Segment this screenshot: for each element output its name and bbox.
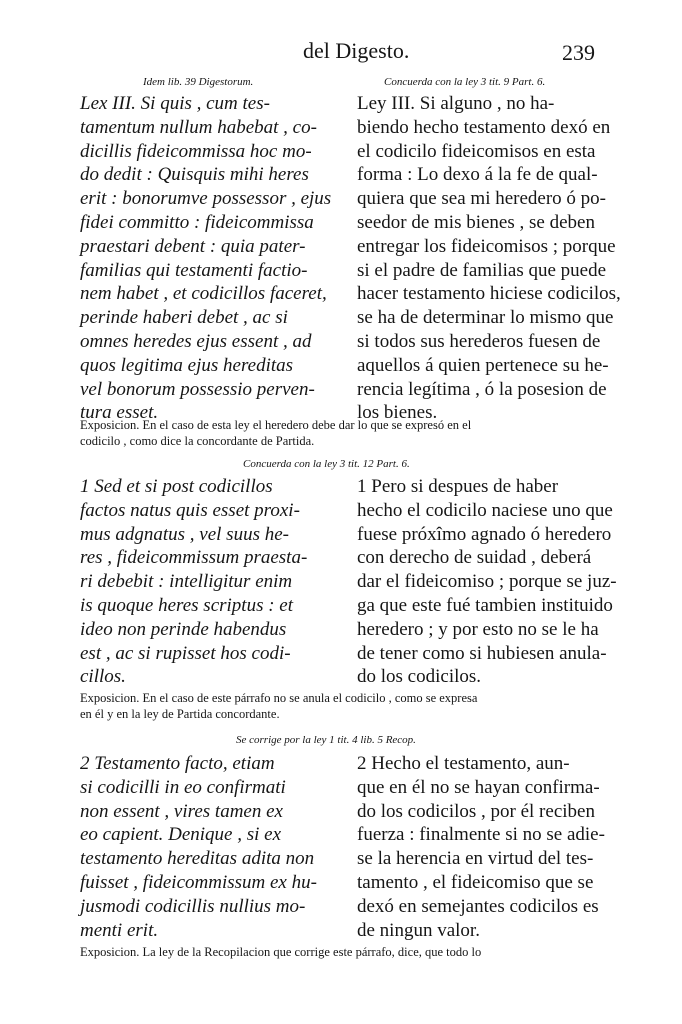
spanish-line: aquellos á quien pertenece su he- [357,354,609,376]
spanish-line: los bienes. [357,402,438,424]
spanish-column-paragraph-1 [357,475,617,689]
spanish-line: biendo hecho testamento dexó en [357,116,611,138]
spanish-line: seedor de mis bienes , se deben [357,211,595,233]
latin-line: mus adgnatus , vel suus he- [80,523,289,545]
latin-line: testamento hereditas adita non [80,848,315,870]
latin-line: ri debebit : intelligitur enim [80,571,293,593]
spanish-line: do los codicilos , por él reciben [357,800,595,822]
spanish-line: dexó en semejantes codicilos es [357,895,599,917]
latin-line: cillos. [80,666,126,688]
latin-column-paragraph-2 [80,752,317,942]
latin-line: ideo non perinde habendus [80,618,287,640]
exposicion-line: Exposicion. En el caso de esta ley el heredero debe dar lo que se expresó en el [80,418,472,432]
exposicion-line: codicilo , como dice la concordante de Partida. [80,434,315,448]
spanish-line: hecho el codicilo naciese uno que [357,499,613,521]
spanish-line: quiera que sea mi heredero ó po- [357,188,607,210]
spanish-line: 2 Hecho el testamento, aun- [357,753,570,774]
latin-line: factos natus quis esset proxi- [80,499,300,521]
spanish-line: hacer testamento hiciese codicilos, [357,283,621,305]
exposicion-law-3 [80,417,471,449]
latin-line: non essent , vires tamen ex [80,800,283,822]
spanish-line: entregar los fideicomisos ; porque [357,235,616,257]
spanish-column-paragraph-2 [357,752,605,942]
concordance-reference: Concuerda con la ley 3 tit. 9 Part. 6. [384,76,546,88]
latin-column-law-3 [80,92,331,425]
exposicion-paragraph-2 [80,944,481,960]
latin-line: erit : bonorumve possessor , ejus [80,188,332,210]
spanish-line: forma : Lo dexo á la fe de qual- [357,164,598,186]
spanish-line: 1 Pero si despues de haber [357,476,559,497]
page-number: 239 [562,40,595,65]
latin-line: 1 Sed et si post codicillos [80,476,273,497]
latin-line: praestari debent : quia pater- [80,235,306,257]
spanish-line: con derecho de suidad , deberá [357,547,592,569]
exposicion-line: en él y en la ley de Partida concordante. [80,707,280,721]
spanish-line: dar el fideicomiso ; porque se juz- [357,571,617,593]
spanish-line: heredero ; y por esto no se le ha [357,618,599,640]
spanish-line: rencia legítima , ó la posesion de [357,378,607,400]
latin-line: perinde haberi debet , ac si [80,307,288,329]
latin-line: tura esset. [80,402,159,424]
latin-line: 2 Testamento facto, etiam [80,753,275,774]
spanish-line: si el padre de familias que puede [357,259,607,281]
correction-reference: Se corrige por la ley 1 tit. 4 lib. 5 Recop. [236,734,416,746]
latin-column-paragraph-1 [80,475,307,689]
spanish-line: fuerza : finalmente si no se adie- [357,824,605,846]
spanish-line: si todos sus herederos fuesen de [357,330,601,352]
latin-line: nem habet , et codicillos faceret, [80,283,327,305]
latin-line: eo capient. Denique , si ex [80,824,282,846]
latin-line: fidei committo : fideicommissa [80,211,314,233]
spanish-line: se la herencia en virtud del tes- [357,848,594,870]
spanish-line: do los codicilos. [357,666,482,688]
page-header-title: del Digesto. [303,38,410,63]
latin-line: omnes heredes ejus essent , ad [80,330,312,352]
spanish-line: tamento , el fideicomiso que se [357,871,594,893]
spanish-line: de ningun valor. [357,919,480,941]
latin-line: si codicilli in eo confirmati [80,776,286,798]
spanish-line: que en él no se hayan confirma- [357,776,600,798]
exposicion-paragraph-1 [80,690,477,722]
spanish-line: se ha de determinar lo mismo que [357,307,614,329]
latin-line: is quoque heres scriptus : et [80,594,294,616]
latin-line: fuisset , fideicommissum ex hu- [80,871,317,893]
latin-line: est , ac si rupisset hos codi- [80,642,291,664]
latin-line: menti erit. [80,919,159,941]
exposicion-line: Exposicion. La ley de la Recopilacion que corrige este párrafo, dice, que todo lo [80,945,482,959]
spanish-line: el codicilo fideicomisos en esta [357,140,596,162]
concordance-reference: Concuerda con la ley 3 tit. 12 Part. 6. [243,458,410,470]
latin-line: dicillis fideicommissa hoc mo- [80,140,312,162]
latin-line: quos legitima ejus hereditas [80,354,294,376]
latin-source-reference: Idem lib. 39 Digestorum. [143,76,254,88]
latin-line: familias qui testamenti factio- [80,259,308,281]
latin-line: res , fideicommissum praesta- [80,547,308,569]
spanish-line: fuese próxîmo agnado ó heredero [357,523,612,545]
latin-line: do dedit : Quisquis mihi heres [80,164,309,186]
spanish-line: Ley III. Si alguno , no ha- [357,93,555,114]
spanish-line: ga que este fué tambien instituido [357,594,613,616]
latin-line: jusmodi codicillis nullius mo- [80,895,306,917]
latin-line: tamentum nullum habebat , co- [80,116,317,138]
exposicion-line: Exposicion. En el caso de este párrafo no se anula el codicilo , como se expresa [80,691,478,705]
latin-line: vel bonorum possessio perven- [80,378,315,400]
latin-line: Lex III. Si quis , cum tes- [80,93,270,114]
spanish-line: de tener como si hubiesen anula- [357,642,607,664]
spanish-column-law-3 [357,92,621,425]
